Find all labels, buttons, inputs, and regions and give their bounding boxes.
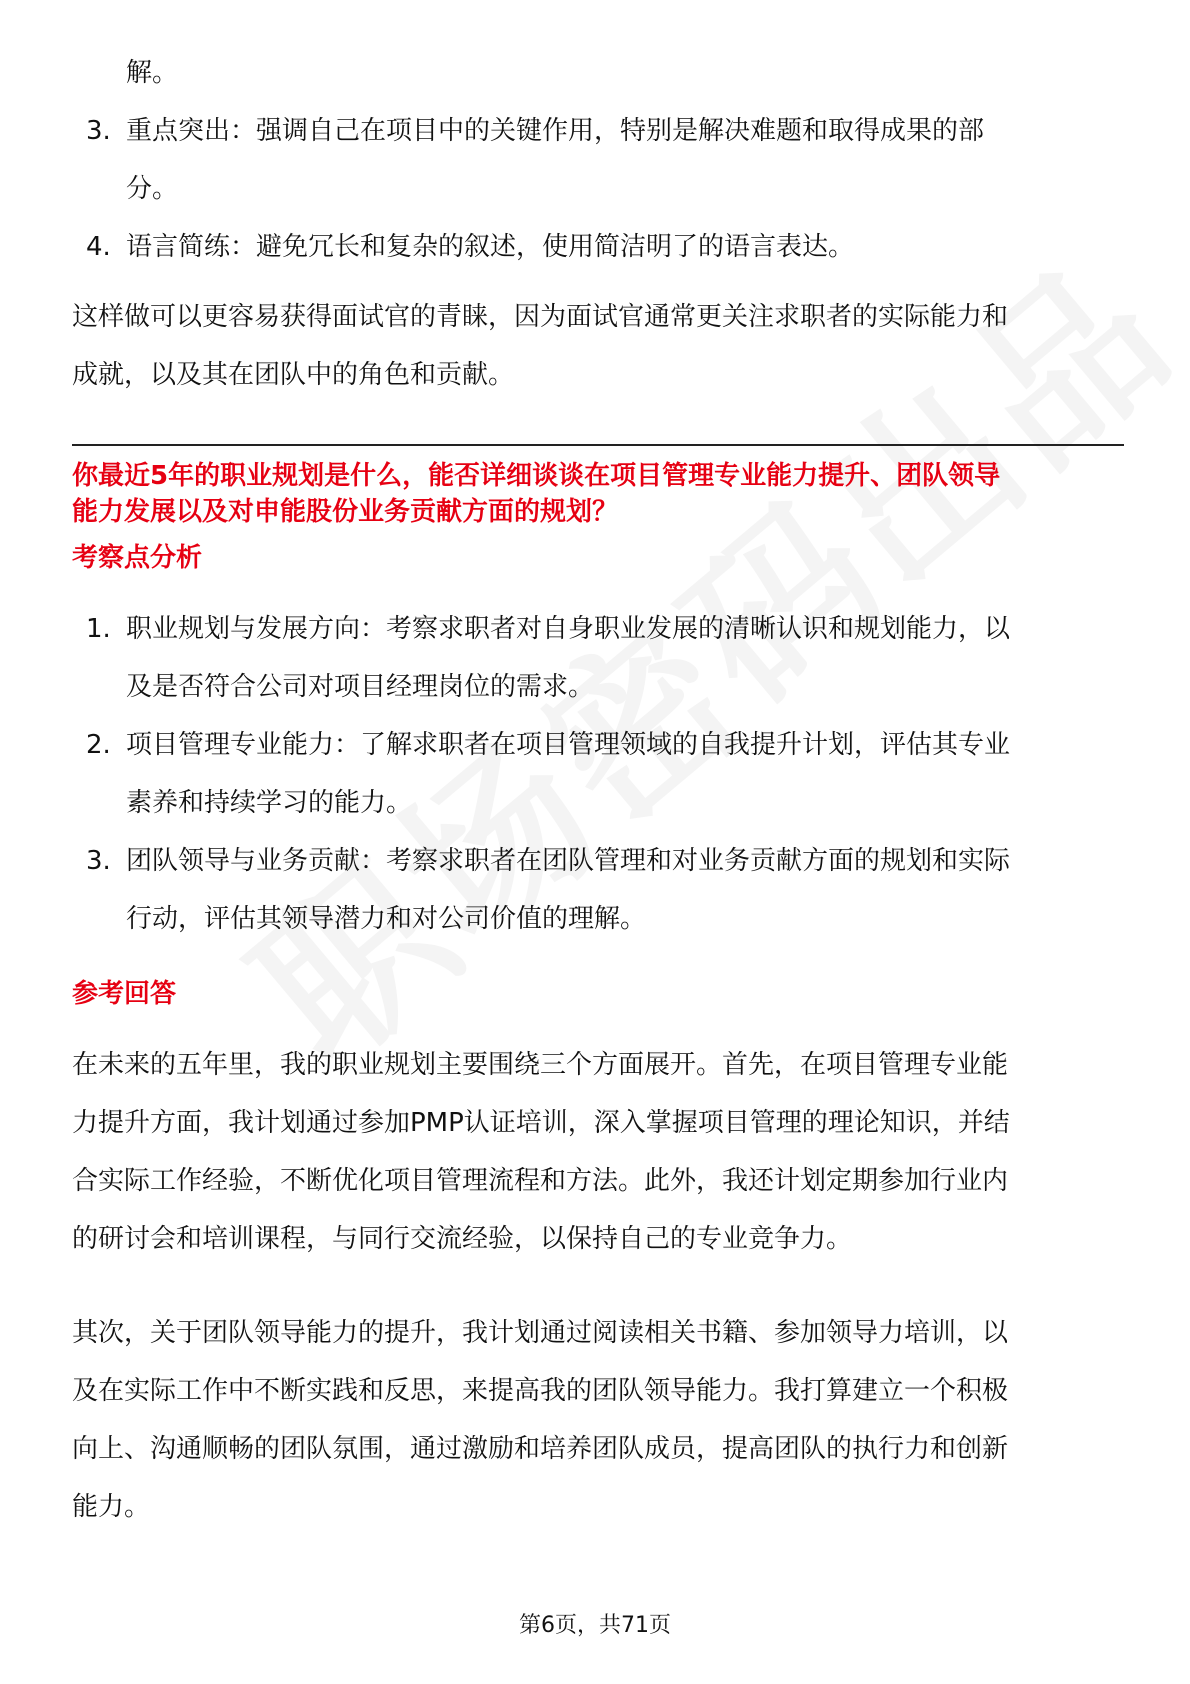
list-item [72, 218, 1132, 276]
answer-paragraph [72, 1304, 1132, 1536]
page-content [72, 44, 1132, 1536]
page-number: 第6页，共71页 [519, 1613, 671, 1638]
list-item [72, 832, 1132, 948]
list-item-line: 及是否符合公司对项目经理岗位的需求。 [126, 672, 595, 702]
list-item-line: 语言简练：避免冗长和复杂的叙述，使用简洁明了的语言表达。 [126, 232, 855, 262]
list-number: 3. [86, 116, 111, 146]
list-item-line: 重点突出：强调自己在项目中的关键作用，特别是解决难题和取得成果的部 [126, 116, 985, 146]
paragraph-line: 成就，以及其在团队中的角色和贡献。 [72, 360, 515, 390]
list-item-line: 行动，评估其领导潜力和对公司价值的理解。 [126, 904, 647, 934]
paragraph-line: 这样做可以更容易获得面试官的青睐，因为面试官通常更关注求职者的实际能力和 [72, 302, 1009, 332]
interview-question [72, 458, 1132, 530]
analysis-list [72, 600, 1132, 948]
list-item-line: 分。 [126, 174, 179, 204]
paragraph-line: 的研讨会和培训课程，与同行交流经验，以保持自己的专业竞争力。 [72, 1224, 853, 1254]
analysis-heading: 考察点分析 [72, 543, 203, 573]
list-item-line: 项目管理专业能力：了解求职者在项目管理领域的自我提升计划，评估其专业 [126, 730, 1011, 760]
tips-list [72, 102, 1132, 276]
list-item [72, 102, 1132, 218]
continuation-text: 解。 [126, 58, 179, 88]
paragraph-line: 力提升方面，我计划通过参加PMP认证培训，深入掌握项目管理的理论知识，并结 [72, 1108, 1010, 1138]
list-item-line: 职业规划与发展方向：考察求职者对自身职业发展的清晰认识和规划能力，以 [126, 614, 1011, 644]
question-line: 能力发展以及对申能股份业务贡献方面的规划？ [72, 497, 619, 527]
paragraph-line: 向上、沟通顺畅的团队氛围，通过激励和培养团队成员，提高团队的执行力和创新 [72, 1434, 1009, 1464]
answer-paragraph [72, 1036, 1132, 1268]
paragraph-line: 合实际工作经验，不断优化项目管理流程和方法。此外，我还计划定期参加行业内 [72, 1166, 1009, 1196]
paragraph-line: 及在实际工作中不断实践和反思，来提高我的团队领导能力。我打算建立一个积极 [72, 1376, 1009, 1406]
paragraph-line: 能力。 [72, 1492, 151, 1522]
list-item-line: 素养和持续学习的能力。 [126, 788, 413, 818]
answer-heading: 参考回答 [72, 979, 177, 1009]
list-number: 1. [86, 614, 111, 644]
list-number: 3. [86, 846, 111, 876]
paragraph-line: 在未来的五年里，我的职业规划主要围绕三个方面展开。首先，在项目管理专业能 [72, 1050, 1009, 1080]
list-number: 4. [86, 232, 111, 262]
section-divider [72, 444, 1124, 446]
list-item-line: 团队领导与业务贡献：考察求职者在团队管理和对业务贡献方面的规划和实际 [126, 846, 1011, 876]
summary-paragraph [72, 288, 1132, 404]
paragraph-line: 其次，关于团队领导能力的提升，我计划通过阅读相关书籍、参加领导力培训，以 [72, 1318, 1009, 1348]
list-item [72, 716, 1132, 832]
list-number: 2. [86, 730, 111, 760]
question-line: 你最近5年的职业规划是什么，能否详细谈谈在项目管理专业能力提升、团队领导 [72, 461, 1001, 491]
list-item [72, 600, 1132, 716]
